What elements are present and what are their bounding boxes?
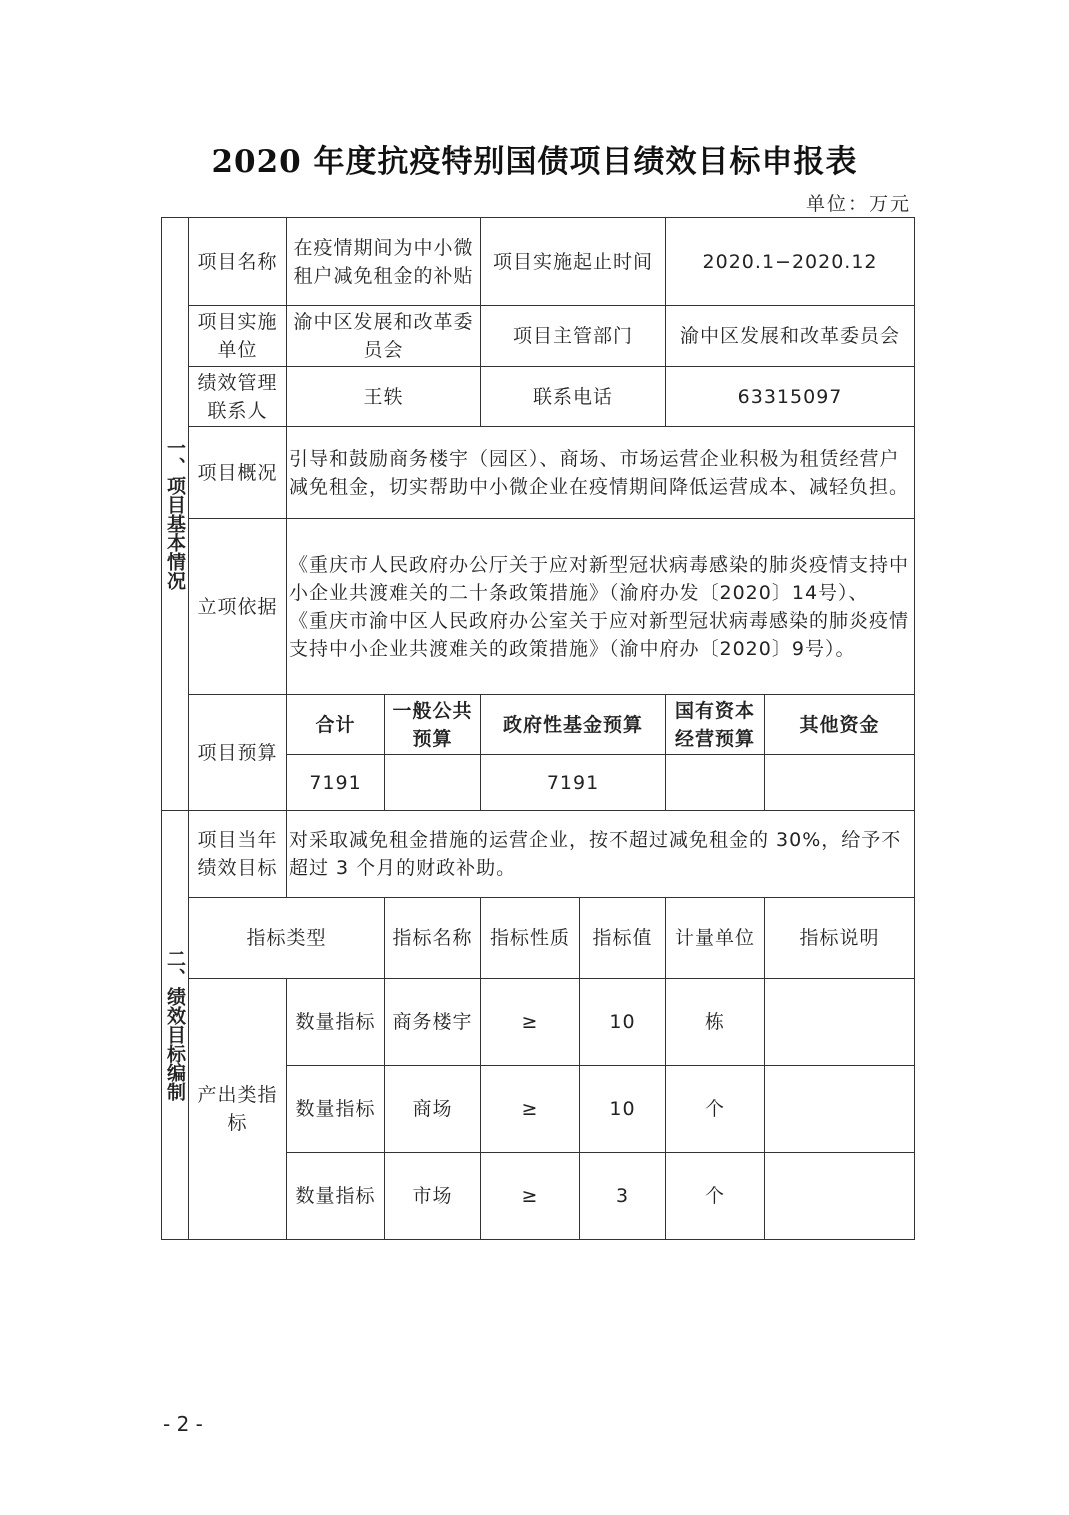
section2-label: 二、绩效目标编制 bbox=[162, 811, 189, 1240]
output-category: 产出类指标 bbox=[189, 979, 287, 1240]
basis-value bbox=[287, 519, 915, 695]
table-row bbox=[162, 979, 915, 1066]
budget-value-fund: 7191 bbox=[481, 755, 666, 811]
header-indicator-name: 指标名称 bbox=[385, 898, 481, 979]
unit-label: 项目实施单位 bbox=[189, 306, 287, 367]
budget-header-fund: 政府性基金预算 bbox=[481, 695, 666, 755]
overview-value: 引导和鼓励商务楼宇（园区）、商场、市场运营企业积极为租赁经营户减免租金，切实帮助中小微企业在疫情期间降低运营成本、减轻负担。 bbox=[287, 427, 915, 519]
row-value: 3 bbox=[580, 1153, 666, 1240]
section1-label: 一、项目基本情况 bbox=[162, 218, 189, 811]
page-number: - 2 - bbox=[163, 1412, 203, 1436]
budget-value-total: 7191 bbox=[287, 755, 385, 811]
budget-value-other bbox=[765, 755, 915, 811]
name-label: 项目名称 bbox=[189, 218, 287, 306]
budget-label: 项目预算 bbox=[189, 695, 287, 811]
row-unit: 栋 bbox=[666, 979, 765, 1066]
row-nature: ≥ bbox=[481, 1066, 580, 1153]
row-desc bbox=[765, 1066, 915, 1153]
unit-note: 单位：万元 bbox=[805, 193, 911, 215]
row-unit: 个 bbox=[666, 1153, 765, 1240]
unit-value: 渝中区发展和改革委员会 bbox=[287, 306, 481, 367]
dept-label: 项目主管部门 bbox=[481, 306, 666, 367]
header-indicator-type: 指标类型 bbox=[189, 898, 385, 979]
dept-value: 渝中区发展和改革委员会 bbox=[666, 306, 915, 367]
contact-label: 绩效管理联系人 bbox=[189, 367, 287, 427]
row-value: 10 bbox=[580, 1066, 666, 1153]
header-indicator-nature: 指标性质 bbox=[481, 898, 580, 979]
row-desc bbox=[765, 1153, 915, 1240]
goal-value: 对采取减免租金措施的运营企业，按不超过减免租金的 30%，给予不超过 3 个月的财政补助。 bbox=[287, 811, 915, 898]
page-title: 2020 年度抗疫特别国债项目绩效目标申报表 bbox=[211, 144, 858, 180]
name-value: 在疫情期间为中小微租户减免租金的补贴 bbox=[287, 218, 481, 306]
row-nature: ≥ bbox=[481, 1153, 580, 1240]
row-unit: 个 bbox=[666, 1066, 765, 1153]
basis-item-1: 《重庆市人民政府办公厅关于应对新型冠状病毒感染的肺炎疫情支持中小企业共渡难关的二十条政策措施》（渝府办发〔2020〕14号）、 bbox=[289, 553, 910, 604]
phone-value: 63315097 bbox=[666, 367, 915, 427]
budget-header-other: 其他资金 bbox=[765, 695, 915, 755]
row-type: 数量指标 bbox=[287, 1066, 385, 1153]
budget-header-total: 合计 bbox=[287, 695, 385, 755]
overview-label: 项目概况 bbox=[189, 427, 287, 519]
row-desc bbox=[765, 979, 915, 1066]
row-type: 数量指标 bbox=[287, 1153, 385, 1240]
header-indicator-value: 指标值 bbox=[580, 898, 666, 979]
budget-value-general bbox=[385, 755, 481, 811]
goal-label: 项目当年绩效目标 bbox=[189, 811, 287, 898]
row-nature: ≥ bbox=[481, 979, 580, 1066]
phone-label: 联系电话 bbox=[481, 367, 666, 427]
row-value: 10 bbox=[580, 979, 666, 1066]
budget-header-state-capital: 国有资本经营预算 bbox=[666, 695, 765, 755]
period-label: 项目实施起止时间 bbox=[481, 218, 666, 306]
header-description: 指标说明 bbox=[765, 898, 915, 979]
performance-form-table bbox=[161, 217, 915, 1240]
header-unit: 计量单位 bbox=[666, 898, 765, 979]
contact-value: 王轶 bbox=[287, 367, 481, 427]
basis-item-2: 《重庆市渝中区人民政府办公室关于应对新型冠状病毒感染的肺炎疫情支持中小企业共渡难关的政策措施》（渝中府办〔2020〕9号）。 bbox=[289, 609, 910, 660]
period-value: 2020.1−2020.12 bbox=[666, 218, 915, 306]
row-name: 市场 bbox=[385, 1153, 481, 1240]
row-name: 商场 bbox=[385, 1066, 481, 1153]
basis-label: 立项依据 bbox=[189, 519, 287, 695]
budget-header-general: 一般公共预算 bbox=[385, 695, 481, 755]
row-name: 商务楼宇 bbox=[385, 979, 481, 1066]
row-type: 数量指标 bbox=[287, 979, 385, 1066]
budget-value-state-capital bbox=[666, 755, 765, 811]
